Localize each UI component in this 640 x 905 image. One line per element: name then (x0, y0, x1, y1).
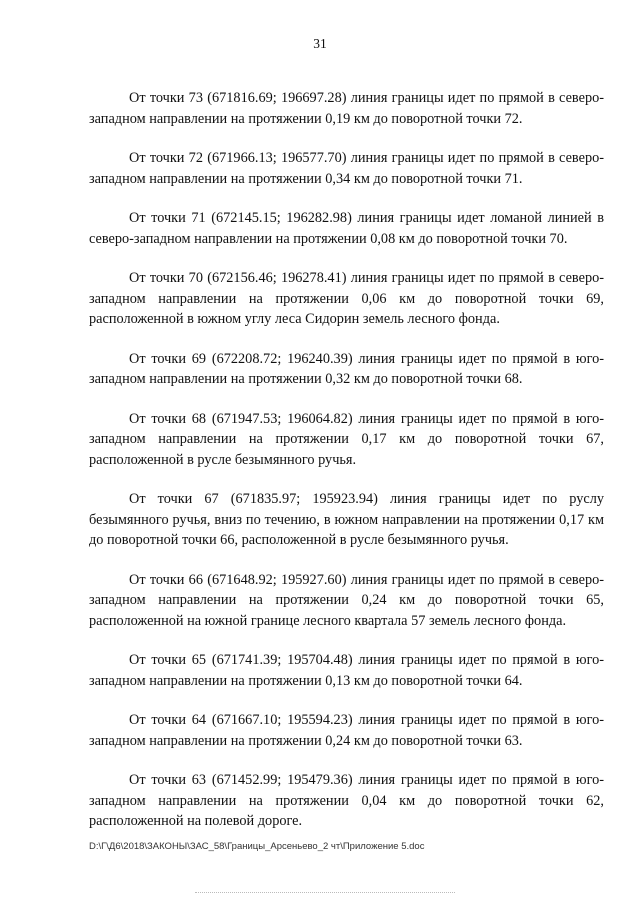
boundary-paragraph: От точки 71 (672145.15; 196282.98) линия границы идет ломаной линией в северо-западном направлении на протяжении 0,08 км до поворотной точки 70. (89, 210, 604, 247)
scan-artifact-line (195, 892, 455, 894)
boundary-paragraph: От точки 65 (671741.39; 195704.48) линия границы идет по прямой в юго-западном направлении на протяжении 0,13 км до поворотной точки 64. (89, 652, 604, 689)
document-body (89, 88, 604, 851)
boundary-paragraph: От точки 66 (671648.92; 195927.60) линия границы идет по прямой в северо-западном направлении на протяжении 0,24 км до поворотной точки 65, расположенной на южной границе лесного квартала 57 земель лесного фонда. (89, 571, 604, 629)
boundary-paragraph: От точки 69 (672208.72; 196240.39) линия границы идет по прямой в юго-западном направлении на протяжении 0,32 км до поворотной точки 68. (89, 350, 604, 387)
footer-file-path: D:\Г\Д6\2018\ЗАКОНЫ\ЗАС_58\Границы_Арсеньево_2 чт\Приложение 5.doc (89, 841, 425, 852)
boundary-paragraph: От точки 70 (672156.46; 196278.41) линия границы идет по прямой в северо-западном направлении на протяжении 0,06 км до поворотной точки 69, расположенной в южном углу леса Сидорин земель лесного фонда. (89, 270, 604, 327)
boundary-paragraph: От точки 72 (671966.13; 196577.70) линия границы идет по прямой в северо-западном направлении на протяжении 0,34 км до поворотной точки 71. (89, 150, 604, 187)
boundary-paragraph: От точки 73 (671816.69; 196697.28) линия границы идет по прямой в северо-западном направлении на протяжении 0,19 км до поворотной точки 72. (89, 90, 604, 127)
page-number: 31 (313, 36, 327, 51)
boundary-paragraph: От точки 64 (671667.10; 195594.23) линия границы идет по прямой в юго-западном направлении на протяжении 0,24 км до поворотной точки 63. (89, 712, 604, 749)
boundary-paragraph: От точки 68 (671947.53; 196064.82) линия границы идет по прямой в юго-западном направлении на протяжении 0,17 км до поворотной точки 67, расположенной в русле безымянного ручья. (89, 410, 604, 468)
boundary-paragraph: От точки 63 (671452.99; 195479.36) линия границы идет по прямой в юго-западном направлении на протяжении 0,04 км до поворотной точки 62, расположенной на полевой дороге. (89, 772, 604, 829)
boundary-paragraph: От точки 67 (671835.97; 195923.94) линия границы идет по руслу безымянного ручья, вниз по течению, в южном направлении на протяжении 0,17 км до поворотной точки 66, расположенной в русле безымянного ручья. (89, 491, 604, 548)
